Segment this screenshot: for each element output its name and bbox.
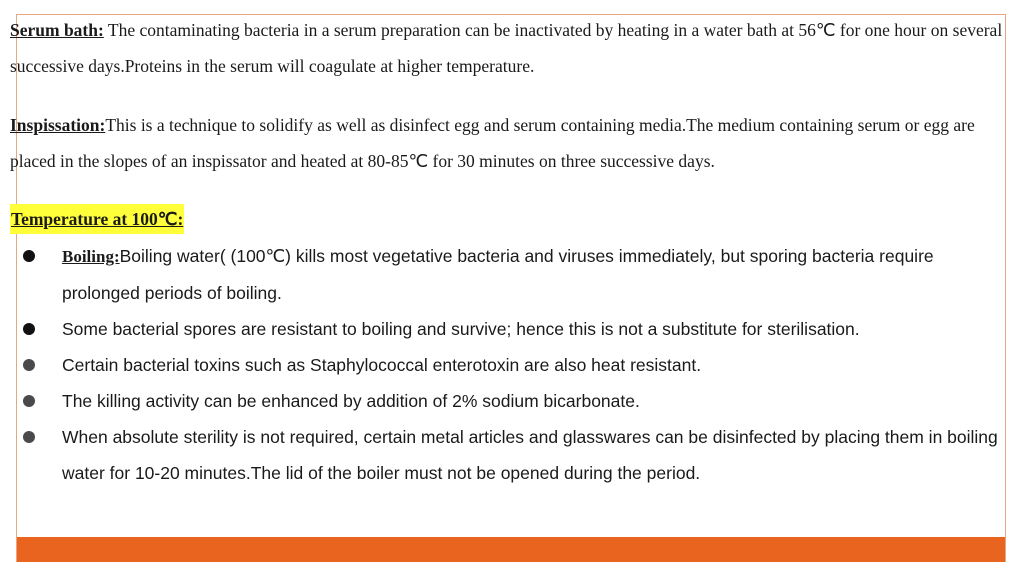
inspissation-text: This is a technique to solidify as well as disinfect egg and serum containing media.The medium containing serum or egg are placed in the slopes of an inspissator and heated at 80-85℃ for 30 minutes on three successive days.: [10, 115, 975, 171]
inspissation-paragraph: [10, 107, 1000, 179]
serum-bath-term: Serum bath:: [10, 20, 104, 40]
bullet-text: Boiling water( (100℃) kills most vegetative bacteria and viruses immediately, but sporing bacteria require prolonged periods of boiling.: [62, 246, 934, 303]
boiling-term: Boiling:: [62, 247, 120, 266]
bullet-dot-icon: [23, 395, 35, 407]
bullet-dot-icon: [23, 323, 35, 335]
list-item: [62, 238, 1002, 311]
footer-accent-bar: [17, 537, 1005, 562]
bullet-text: Some bacterial spores are resistant to boiling and survive; hence this is not a substitute for sterilisation.: [62, 319, 860, 339]
list-item: [62, 383, 1002, 419]
list-item: [62, 419, 1002, 491]
serum-bath-text: The contaminating bacteria in a serum preparation can be inactivated by heating in a water bath at 56℃ for one hour on several successive days.Proteins in the serum will coagulate at higher temperature.: [10, 20, 1003, 76]
bullet-text: When absolute sterility is not required, certain metal articles and glasswares can be disinfected by placing them in boiling water for 10-20 minutes.The lid of the boiler must not be opened during the period.: [62, 427, 998, 483]
bullet-dot-icon: [23, 359, 35, 371]
list-item: [62, 347, 1002, 383]
bullet-dot-icon: [23, 250, 35, 262]
boiling-bullet-list: [62, 238, 1002, 491]
serum-bath-paragraph: [10, 12, 1015, 84]
list-item: [62, 311, 1002, 347]
inspissation-term: Inspissation:: [10, 115, 106, 135]
temperature-heading: Temperature at 100℃:: [10, 204, 184, 234]
bullet-text: Certain bacterial toxins such as Staphylococcal enterotoxin are also heat resistant.: [62, 355, 702, 375]
bullet-text: The killing activity can be enhanced by addition of 2% sodium bicarbonate.: [62, 391, 640, 411]
bullet-dot-icon: [23, 431, 35, 443]
